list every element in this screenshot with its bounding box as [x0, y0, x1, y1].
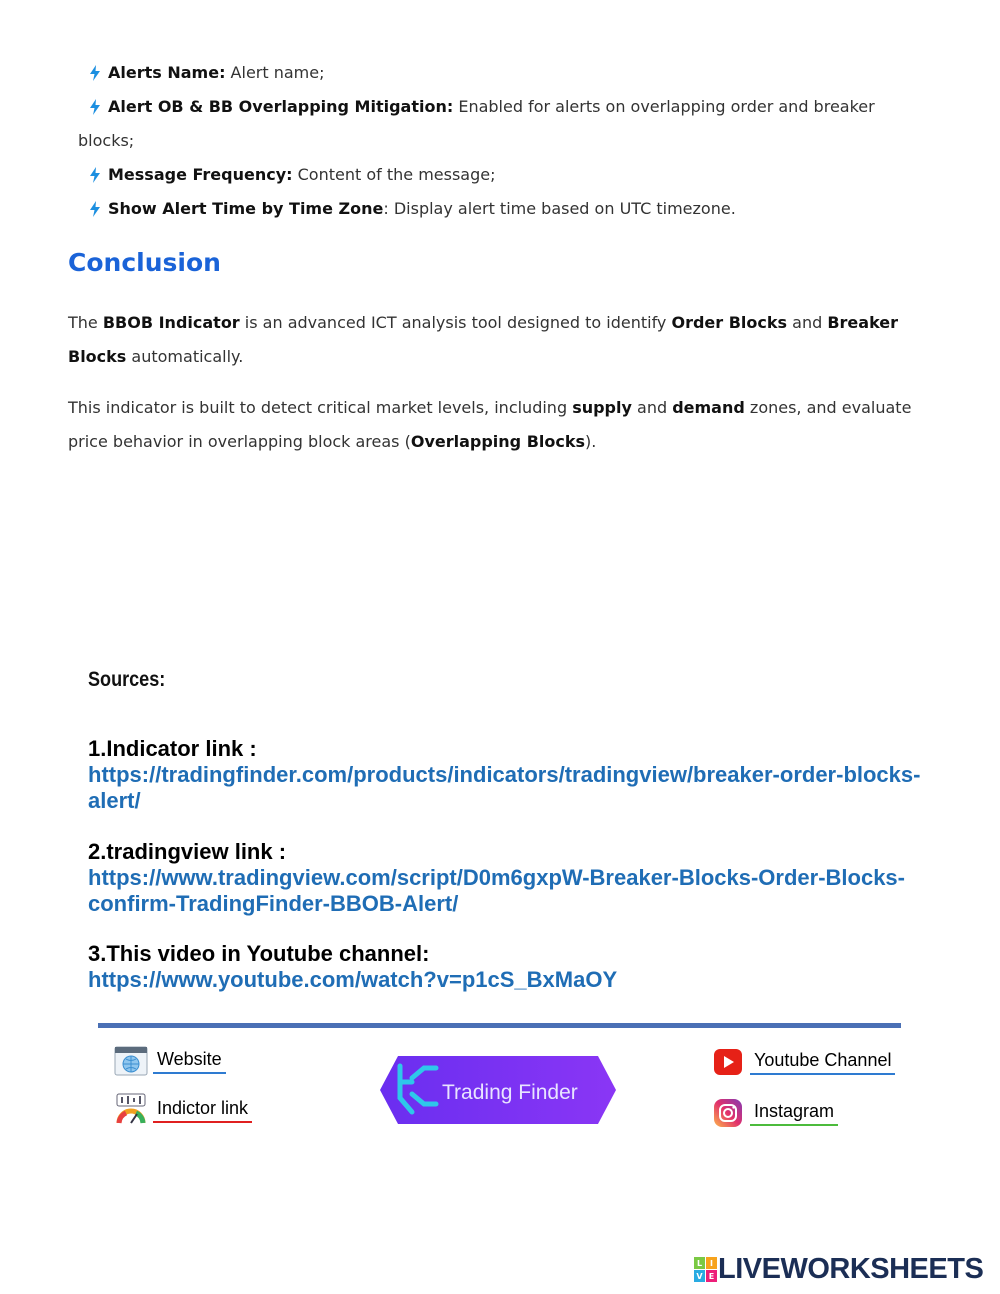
text-run: ). [585, 432, 597, 451]
conclusion-paragraph-2 [68, 391, 938, 459]
text-run: This indicator is built to detect critical market levels, including [68, 398, 573, 417]
conclusion-heading: Conclusion [68, 248, 221, 277]
badge-letter: V [696, 1271, 703, 1281]
list-item-label: Message Frequency: [108, 165, 293, 184]
text-run: The [68, 313, 103, 332]
list-item [68, 158, 928, 192]
text-run: and [787, 313, 828, 332]
source-item [88, 839, 968, 917]
list-item-label: Alert OB & BB Overlapping Mitigation: [108, 97, 454, 116]
logo-text: Trading Finder [442, 1081, 578, 1104]
list-item [68, 56, 928, 90]
badge-letter: E [708, 1271, 715, 1281]
gauge-chart-icon [113, 1092, 149, 1128]
footer-divider [98, 1023, 901, 1028]
liveworksheets-wordmark: LIVEWORKSHEETS [718, 1253, 984, 1285]
badge-letter: L [696, 1258, 703, 1268]
lightning-bolt-icon [89, 99, 101, 115]
instagram-label: Instagram [750, 1101, 838, 1126]
instagram-link[interactable] [710, 1095, 838, 1131]
source-item [88, 941, 968, 993]
text-run: zones, and evaluate price behavior in overlapping block areas ( [68, 398, 912, 451]
bold-run: Order Blocks [671, 313, 788, 332]
source-label: 3.This video in Youtube channel: [88, 941, 430, 966]
lightning-bolt-icon [89, 167, 101, 183]
list-item-text-continued: blocks; [78, 131, 135, 150]
list-item-label: Show Alert Time by Time Zone [108, 199, 384, 218]
source-label: 1.Indicator link : [88, 736, 257, 761]
website-link[interactable] [113, 1043, 226, 1079]
list-item-text: : Display alert time based on UTC timezone. [383, 199, 736, 218]
indicator-link-label: Indictor link [153, 1098, 252, 1123]
bold-run: demand [672, 398, 745, 417]
list-item-text: Alert name; [225, 63, 325, 82]
tradingview-url-link[interactable]: https://www.tradingview.com/script/D0m6gxpW-Breaker-Blocks-Order-Blocks-confirm-TradingFinder-BBOB-Alert/ [88, 865, 905, 916]
youtube-icon [710, 1044, 746, 1080]
bold-run: supply [572, 398, 632, 417]
globe-icon [113, 1043, 149, 1079]
liveworksheets-brand [694, 1253, 983, 1286]
text-run: is an advanced ICT analysis tool designed to identify [239, 313, 672, 332]
text-run: automatically. [126, 347, 244, 366]
source-item [88, 736, 968, 814]
list-item [68, 90, 928, 158]
list-item [68, 192, 928, 226]
source-label: 2.tradingview link : [88, 839, 287, 864]
indicator-url-link[interactable]: https://tradingfinder.com/products/indicators/tradingview/breaker-order-blocks-alert/ [88, 762, 921, 813]
youtube-channel-link[interactable] [710, 1044, 895, 1080]
sources-title: Sources: [88, 668, 166, 691]
list-item-text: Content of the message; [292, 165, 496, 184]
bold-run: Breaker Blocks [68, 313, 899, 366]
alert-settings-list [68, 56, 928, 226]
liveworksheets-badge-icon [694, 1257, 718, 1283]
bold-run: Overlapping Blocks [410, 432, 586, 451]
youtube-video-url-link[interactable]: https://www.youtube.com/watch?v=p1cS_BxMaOY [88, 967, 618, 992]
trading-finder-logo[interactable] [378, 1054, 618, 1126]
text-run: and [631, 398, 673, 417]
list-item-label: Alerts Name: [108, 63, 226, 82]
badge-letter: I [710, 1258, 713, 1268]
website-link-label: Website [153, 1049, 226, 1074]
instagram-icon [710, 1095, 746, 1131]
conclusion-paragraph-1 [68, 306, 938, 374]
indicator-link[interactable] [113, 1092, 252, 1128]
lightning-bolt-icon [89, 65, 101, 81]
bold-run: BBOB Indicator [102, 313, 240, 332]
lightning-bolt-icon [89, 201, 101, 217]
list-item-text: Enabled for alerts on overlapping order and breaker [453, 97, 875, 116]
youtube-channel-label: Youtube Channel [750, 1050, 895, 1075]
